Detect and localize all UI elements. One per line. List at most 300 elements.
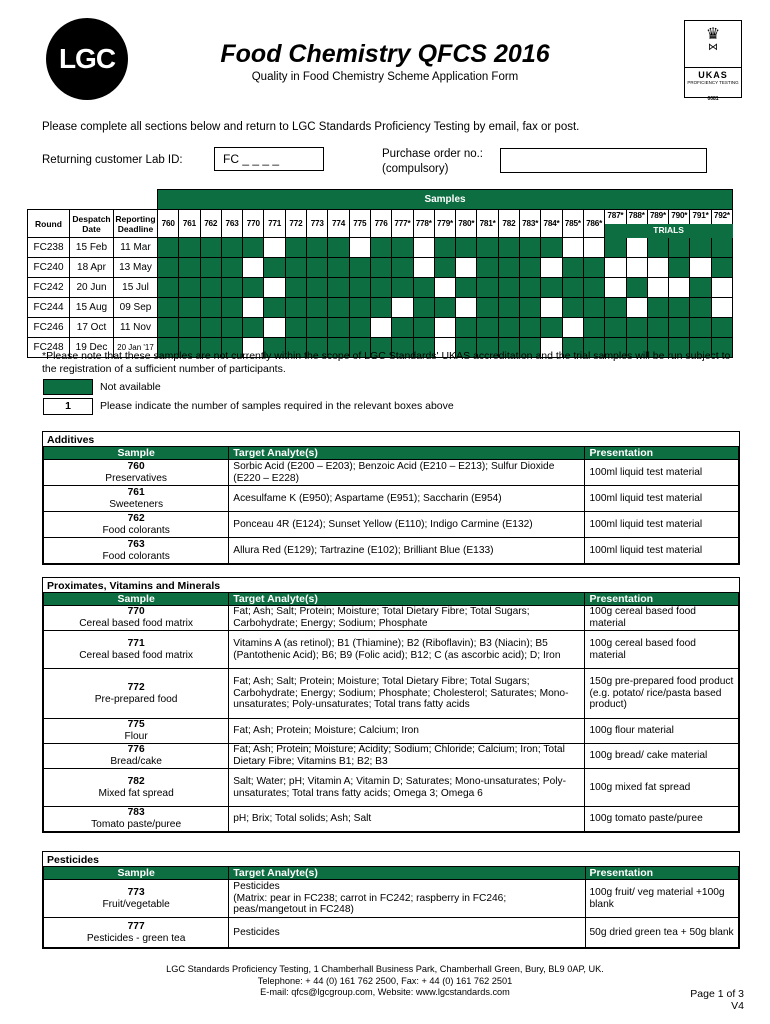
round-row (28, 258, 733, 278)
analyte-cell: Fat; Ash; Salt; Protein; Moisture; Total Dietary Fibre; Total Sugars; Carbohydrate; Energy; Sodium; Phosphate (229, 606, 585, 631)
sample-header-781: 781* (477, 210, 498, 238)
quantity-input-cell[interactable] (647, 278, 668, 298)
sample-header-775: 775 (349, 210, 370, 238)
quantity-input-cell[interactable] (264, 318, 285, 338)
unavailable-cell (392, 278, 413, 298)
sample-header-760: 760 (158, 210, 179, 238)
ukas-name: UKAS (685, 67, 741, 80)
page-number (690, 988, 744, 1012)
presentation-cell: 100g mixed fat spread (585, 769, 739, 807)
sample-name: Food colorants (102, 550, 170, 562)
quantity-input-cell[interactable] (711, 278, 732, 298)
unavailable-cell (498, 318, 519, 338)
analyte-column-header: Target Analyte(s) (229, 447, 585, 460)
sample-cell (44, 512, 229, 538)
reporting-header-1: Reporting (115, 213, 156, 224)
quantity-input-cell[interactable] (541, 298, 562, 318)
unavailable-cell (221, 278, 242, 298)
legend-not-available-text: Not available (100, 381, 161, 393)
reporting-deadline: 11 Nov (114, 318, 158, 338)
round-id: FC246 (28, 318, 70, 338)
quantity-input-cell[interactable] (583, 238, 604, 258)
despatch-date: 18 Apr (70, 258, 114, 278)
sample-column-header: Sample (44, 867, 229, 880)
table-row (44, 486, 739, 512)
presentation-cell: 100g flour material (585, 719, 739, 744)
sample-name: Cereal based food matrix (79, 618, 194, 629)
presentation-cell: 100ml liquid test material (585, 512, 739, 538)
despatch-date: 15 Aug (70, 298, 114, 318)
unavailable-cell (583, 278, 604, 298)
despatch-date: 20 Jun (70, 278, 114, 298)
unavailable-cell (583, 298, 604, 318)
sample-header-785: 785* (562, 210, 583, 238)
presentation-cell: 50g dried green tea + 50g blank (585, 918, 739, 948)
sample-cell (44, 769, 229, 807)
quantity-input-cell[interactable] (264, 278, 285, 298)
table-row (44, 807, 739, 832)
table-row (44, 606, 739, 631)
unavailable-cell (243, 238, 264, 258)
page-title: Food Chemistry QFCS 2016 (220, 40, 550, 68)
unavailable-cell (158, 278, 179, 298)
quantity-input-cell[interactable] (349, 238, 370, 258)
reporting-header (114, 210, 158, 238)
unavailable-cell (520, 278, 541, 298)
sample-code: 777 (127, 920, 145, 932)
unavailable-cell (349, 318, 370, 338)
round-row (28, 318, 733, 338)
sample-header-778: 778* (413, 210, 434, 238)
lab-id-field[interactable]: FC _ _ _ _ (214, 147, 324, 171)
accreditation-note: *Please note that these samples are not currently within the scope of LGC Standards' UKAS accreditation and the trial samples will be run subject to the registration of a sufficient number of participants. (42, 350, 731, 375)
sample-code: 762 (127, 512, 145, 524)
page-subtitle: Quality in Food Chemistry Scheme Application Form (251, 71, 519, 83)
presentation-cell: 150g pre-prepared food product (e.g. potato/ rice/pasta based product) (585, 669, 739, 719)
quantity-input-cell[interactable] (243, 298, 264, 318)
unavailable-cell (221, 258, 242, 278)
table-row (44, 918, 739, 948)
quantity-input-cell[interactable] (264, 238, 285, 258)
lgc-logo-text: LGC (58, 43, 116, 74)
unavailable-cell (456, 318, 477, 338)
presentation-cell: 100g fruit/ veg material +100g blank (585, 880, 739, 918)
sample-code: 789* (649, 211, 666, 220)
unavailable-cell (562, 258, 583, 278)
sample-code: 763 (127, 538, 145, 550)
unavailable-cell (413, 298, 434, 318)
quantity-input-cell[interactable] (243, 258, 264, 278)
table-row (44, 538, 739, 564)
analyte-cell: Salt; Water; pH; Vitamin A; Vitamin D; Saturates; Mono-unsaturates; Poly-unsaturates; Total trans fatty acids; Omega 3; Omega 6 (229, 769, 585, 807)
unavailable-cell (690, 318, 711, 338)
sample-header-771: 771 (264, 210, 285, 238)
unavailable-cell (711, 238, 732, 258)
unavailable-cell (520, 318, 541, 338)
unavailable-cell (307, 298, 328, 318)
table-row (44, 744, 739, 769)
ukas-tick-icon: ⋈ (708, 42, 718, 53)
round-id: FC244 (28, 298, 70, 318)
quantity-input-cell[interactable] (605, 278, 626, 298)
sample-cell (44, 719, 229, 744)
quantity-input-cell[interactable] (392, 298, 413, 318)
unavailable-cell (541, 278, 562, 298)
unavailable-cell (221, 318, 242, 338)
sample-code: 771 (127, 637, 145, 649)
unavailable-cell (434, 258, 455, 278)
unavailable-cell (498, 298, 519, 318)
despatch-header-2: Date (82, 223, 101, 234)
analyte-cell: Fat; Ash; Protein; Moisture; Acidity; Sodium; Chloride; Calcium; Iron; Total Dietary Fibre; Vitamins B1; B2; B3 (229, 744, 585, 769)
unavailable-cell (477, 238, 498, 258)
sample-header-774: 774 (328, 210, 349, 238)
sample-cell (44, 606, 229, 631)
unavailable-cell (200, 258, 221, 278)
po-label-line1: Purchase order no.: (382, 148, 484, 160)
version: V4 (731, 1000, 744, 1012)
quantity-input-cell[interactable] (456, 298, 477, 318)
sample-name: Tomato paste/puree (91, 819, 182, 830)
unavailable-cell (413, 278, 434, 298)
unavailable-cell (477, 298, 498, 318)
section-title: Pesticides (47, 854, 99, 866)
unavailable-cell (328, 278, 349, 298)
sample-cell (44, 744, 229, 769)
unavailable-cell (583, 258, 604, 278)
unavailable-cell (370, 238, 391, 258)
despatch-date: 19 Dec (70, 338, 114, 358)
unavailable-cell (158, 318, 179, 338)
unavailable-cell (285, 238, 306, 258)
presentation-cell: 100ml liquid test material (585, 486, 739, 512)
unavailable-cell (669, 238, 690, 258)
round-header: Round (28, 210, 70, 238)
quantity-input-cell[interactable] (626, 298, 647, 318)
sample-cell (44, 631, 229, 669)
unavailable-cell (200, 318, 221, 338)
samples-header: Samples (158, 190, 733, 210)
sample-code: 792* (713, 211, 730, 220)
presentation-cell: 100g tomato paste/puree (585, 807, 739, 832)
unavailable-cell (349, 258, 370, 278)
despatch-header (70, 210, 114, 238)
round-row (28, 298, 733, 318)
sample-name: Food colorants (102, 524, 170, 536)
table-row (44, 512, 739, 538)
unavailable-cell (179, 278, 200, 298)
sample-code: 783 (127, 807, 145, 819)
legend-not-available-swatch (43, 379, 93, 395)
sample-header-776: 776 (370, 210, 391, 238)
table-row (44, 719, 739, 744)
sample-name: Preservatives (105, 472, 167, 484)
unavailable-cell (434, 298, 455, 318)
reporting-deadline: 20 Jan '17 (114, 338, 158, 358)
unavailable-cell (370, 278, 391, 298)
unavailable-cell (711, 318, 732, 338)
unavailable-cell (328, 298, 349, 318)
footer-phone: Telephone: + 44 (0) 161 762 2500, Fax: + 44 (0) 161 762 2501 (257, 975, 513, 986)
unavailable-cell (520, 298, 541, 318)
unavailable-cell (392, 318, 413, 338)
table-row (44, 769, 739, 807)
sample-code: 760 (127, 460, 145, 472)
sample-code: 787* (607, 211, 624, 220)
sample-name: Mixed fat spread (98, 787, 174, 799)
po-label-line2: (compulsory) (382, 163, 449, 175)
sample-header-770: 770 (243, 210, 264, 238)
analyte-column-header: Target Analyte(s) (229, 593, 585, 606)
unavailable-cell (562, 278, 583, 298)
unavailable-cell (392, 238, 413, 258)
analyte-cell: Fat; Ash; Protein; Moisture; Calcium; Iron (229, 719, 585, 744)
presentation-cell: 100g cereal based food material (585, 631, 739, 669)
sample-header-783: 783* (520, 210, 541, 238)
quantity-input-cell[interactable] (413, 238, 434, 258)
unavailable-cell (605, 238, 626, 258)
sample-header-779: 779* (434, 210, 455, 238)
unavailable-cell (370, 258, 391, 278)
purchase-order-field[interactable] (500, 148, 707, 173)
unavailable-cell (647, 238, 668, 258)
sample-cell (44, 669, 229, 719)
unavailable-cell (264, 298, 285, 318)
unavailable-cell (179, 298, 200, 318)
analyte-cell: Ponceau 4R (E124); Sunset Yellow (E110); Indigo Carmine (E132) (229, 512, 585, 538)
sample-header-761: 761 (179, 210, 200, 238)
unavailable-cell (477, 258, 498, 278)
presentation-cell: 100ml liquid test material (585, 538, 739, 564)
sample-name: Pesticides - green tea (86, 932, 186, 944)
unavailable-cell (307, 258, 328, 278)
reporting-deadline: 11 Mar (114, 238, 158, 258)
quantity-input-cell[interactable] (626, 238, 647, 258)
reporting-deadline: 15 Jul (114, 278, 158, 298)
quantity-input-cell[interactable] (434, 278, 455, 298)
quantity-input-cell[interactable] (413, 258, 434, 278)
unavailable-cell (200, 278, 221, 298)
unavailable-cell (158, 298, 179, 318)
unavailable-cell (243, 278, 264, 298)
analyte-column-header: Target Analyte(s) (229, 867, 585, 880)
round-id: FC242 (28, 278, 70, 298)
unavailable-cell (520, 258, 541, 278)
sample-code: 761 (127, 486, 145, 498)
ukas-sub: PROFICIENCY TESTING (687, 80, 739, 85)
sample-name: Pre-prepared food (94, 693, 178, 705)
lab-id-label: Returning customer Lab ID: (42, 154, 183, 166)
analyte-cell: Fat; Ash; Salt; Protein; Moisture; Total Dietary Fibre; Total Sugars; Carbohydrate; Energy; Sodium; Phosphate; Cholesterol; Saturates; Mono-unsaturates; Poly-unsaturates; Total trans fatty acids (229, 669, 585, 719)
unavailable-cell (307, 238, 328, 258)
unavailable-cell (456, 238, 477, 258)
analyte-cell: Vitamins A (as retinol); B1 (Thiamine); B2 (Riboflavin); B3 (Niacin); B5 (Pantothenic Acid); B6; B9 (Folic acid); B12; C (as ascorbic acid); D; Iron (229, 631, 585, 669)
unavailable-cell (583, 318, 604, 338)
unavailable-cell (179, 318, 200, 338)
crown-icon: ♛ (705, 26, 721, 43)
samples-grid (27, 189, 733, 358)
sample-cell (44, 538, 229, 564)
despatch-date: 15 Feb (70, 238, 114, 258)
sample-header-773: 773 (307, 210, 328, 238)
sample-header-782: 782 (498, 210, 519, 238)
sample-code: 788* (628, 211, 645, 220)
unavailable-cell (647, 298, 668, 318)
unavailable-cell (328, 258, 349, 278)
quantity-input-cell[interactable] (541, 258, 562, 278)
despatch-header-1: Despatch (72, 213, 111, 224)
page-count: Page 1 of 3 (690, 988, 744, 1000)
legend-number-box: 1 (43, 398, 93, 415)
unavailable-cell (200, 298, 221, 318)
sample-cell (44, 880, 229, 918)
presentation-column-header: Presentation (585, 867, 739, 880)
unavailable-cell (221, 298, 242, 318)
unavailable-cell (307, 318, 328, 338)
sample-header-763: 763 (221, 210, 242, 238)
unavailable-cell (498, 278, 519, 298)
sample-header-784: 784* (541, 210, 562, 238)
ukas-number: 0081 (707, 96, 719, 102)
round-id: FC248 (28, 338, 70, 358)
quantity-input-cell[interactable] (626, 258, 647, 278)
unavailable-cell (243, 318, 264, 338)
section-proximates (42, 577, 740, 833)
unavailable-cell (669, 258, 690, 278)
sample-cell (44, 460, 229, 486)
quantity-input-cell[interactable] (562, 238, 583, 258)
unavailable-cell (349, 278, 370, 298)
unavailable-cell (221, 238, 242, 258)
reporting-header-2: Deadline (117, 223, 154, 234)
presentation-column-header: Presentation (585, 447, 739, 460)
unavailable-cell (285, 278, 306, 298)
purchase-order-label (382, 147, 483, 177)
legend-number-text: Please indicate the number of samples required in the relevant boxes above (100, 400, 454, 412)
sample-header-786: 786* (583, 210, 604, 238)
unavailable-cell (200, 238, 221, 258)
sample-column-header: Sample (44, 593, 229, 606)
round-id: FC240 (28, 258, 70, 278)
quantity-input-cell[interactable] (690, 258, 711, 278)
unavailable-cell (456, 278, 477, 298)
unavailable-cell (349, 298, 370, 318)
presentation-cell: 100ml liquid test material (585, 460, 739, 486)
unavailable-cell (541, 238, 562, 258)
analyte-cell: Pesticides (229, 918, 585, 948)
sample-cell (44, 918, 229, 948)
unavailable-cell (690, 238, 711, 258)
unavailable-cell (690, 298, 711, 318)
unavailable-cell (605, 318, 626, 338)
analyte-cell: Acesulfame K (E950); Aspartame (E951); Saccharin (E954) (229, 486, 585, 512)
section-title: Proximates, Vitamins and Minerals (47, 580, 221, 592)
presentation-cell: 100g cereal based food material (585, 606, 739, 631)
quantity-input-cell[interactable] (647, 258, 668, 278)
sample-cell (44, 486, 229, 512)
table-row (44, 460, 739, 486)
quantity-input-cell[interactable] (711, 298, 732, 318)
unavailable-cell (669, 298, 690, 318)
sample-code: 770 (127, 606, 145, 618)
quantity-input-cell[interactable] (669, 278, 690, 298)
unavailable-cell (179, 238, 200, 258)
table-row (44, 631, 739, 669)
unavailable-cell (690, 278, 711, 298)
quantity-input-cell[interactable] (605, 258, 626, 278)
section-pesticides (42, 851, 740, 949)
presentation-column-header: Presentation (585, 593, 739, 606)
footer (0, 964, 770, 999)
sample-header-780: 780* (456, 210, 477, 238)
sample-code: 776 (127, 744, 145, 756)
unavailable-cell (285, 318, 306, 338)
sample-column-header: Sample (44, 447, 229, 460)
analyte-cell: Pesticides (Matrix: pear in FC238; carrot in FC242; raspberry in FC246; peas/mangetout in FC248) (229, 880, 585, 918)
unavailable-cell (498, 238, 519, 258)
unavailable-cell (711, 258, 732, 278)
analyte-cell: pH; Brix; Total solids; Ash; Salt (229, 807, 585, 832)
sample-header-762: 762 (200, 210, 221, 238)
analyte-cell: Allura Red (E129); Tartrazine (E102); Brilliant Blue (E133) (229, 538, 585, 564)
unavailable-cell (541, 318, 562, 338)
sample-code: 791* (692, 211, 709, 220)
unavailable-cell (498, 258, 519, 278)
footer-address: LGC Standards Proficiency Testing, 1 Chamberhall Business Park, Chamberhall Green, Bury, BL9 0AP, UK. (166, 964, 604, 974)
sample-code: 773 (127, 886, 145, 898)
quantity-input-cell[interactable] (456, 258, 477, 278)
unavailable-cell (605, 298, 626, 318)
quantity-input-cell[interactable] (562, 318, 583, 338)
round-row (28, 278, 733, 298)
table-row (44, 669, 739, 719)
instructions: Please complete all sections below and return to LGC Standards Proficiency Testing by email, fax or post. (42, 121, 580, 133)
section-additives (42, 431, 740, 565)
unavailable-cell (626, 318, 647, 338)
sample-cell (44, 807, 229, 832)
unavailable-cell (328, 318, 349, 338)
unavailable-cell (158, 258, 179, 278)
unavailable-cell (158, 238, 179, 258)
reporting-deadline: 09 Sep (114, 298, 158, 318)
quantity-input-cell[interactable] (370, 318, 391, 338)
unavailable-cell (434, 238, 455, 258)
unavailable-cell (392, 258, 413, 278)
table-row (44, 880, 739, 918)
unavailable-cell (370, 298, 391, 318)
unavailable-cell (328, 238, 349, 258)
unavailable-cell (647, 318, 668, 338)
sample-name: Flour (124, 731, 148, 742)
sample-header-777: 777* (392, 210, 413, 238)
sample-code: 790* (671, 211, 688, 220)
sample-name: Fruit/vegetable (102, 898, 170, 910)
unavailable-cell (562, 298, 583, 318)
unavailable-cell (285, 258, 306, 278)
quantity-input-cell[interactable] (434, 318, 455, 338)
unavailable-cell (477, 278, 498, 298)
presentation-cell: 100g bread/ cake material (585, 744, 739, 769)
unavailable-cell (413, 318, 434, 338)
unavailable-cell (626, 278, 647, 298)
unavailable-cell (669, 318, 690, 338)
sample-code: 775 (127, 719, 145, 731)
sample-name: Bread/cake (110, 756, 162, 767)
unavailable-cell (520, 238, 541, 258)
section-title: Additives (47, 434, 95, 446)
analyte-cell: Sorbic Acid (E200 – E203); Benzoic Acid (E210 – E213); Sulfur Dioxide (E220 – E228) (229, 460, 585, 486)
footer-email: E-mail: qfcs@lgcgroup.com, Website: www.lgcstandards.com (260, 987, 510, 997)
